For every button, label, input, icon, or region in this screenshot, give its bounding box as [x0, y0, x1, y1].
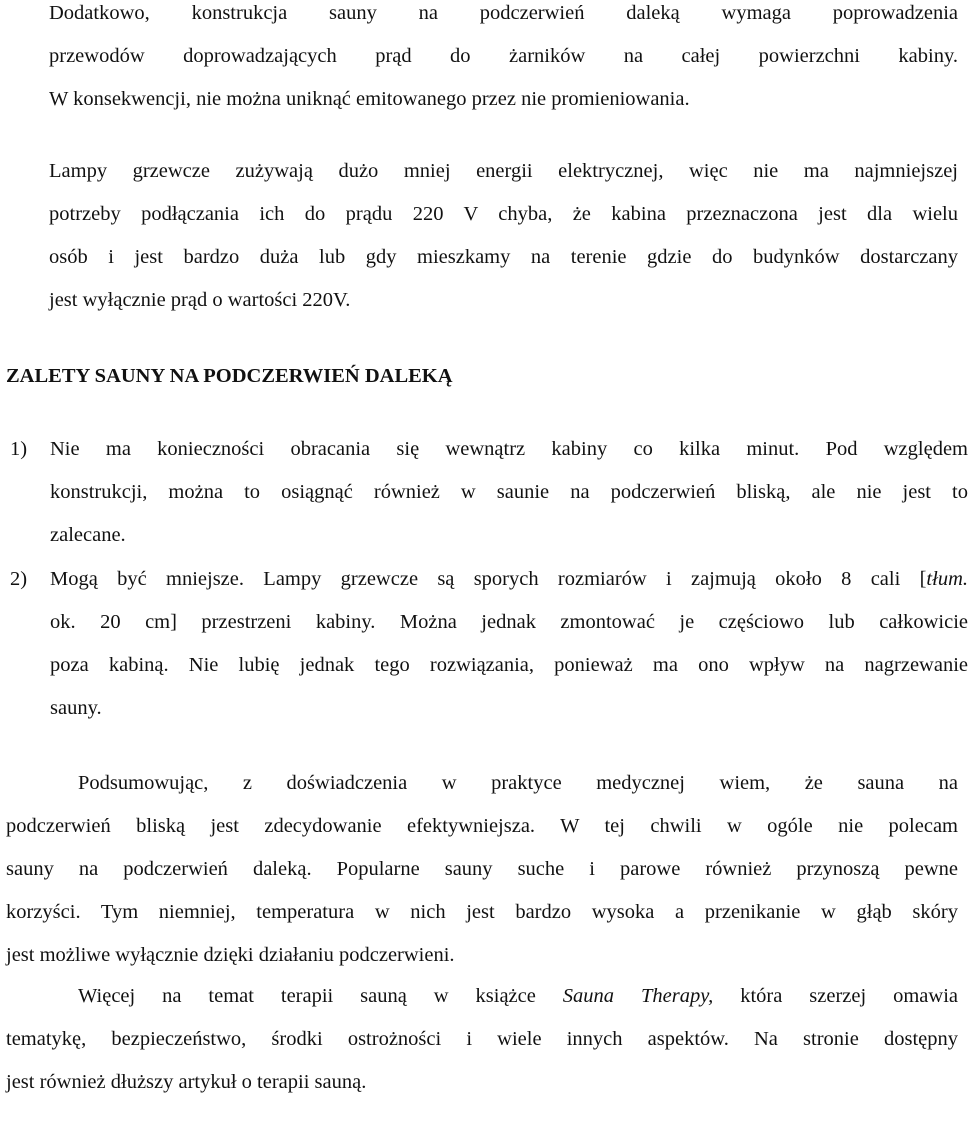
paragraph-line: Podsumowując, z doświadczenia w praktyce medycznej wiem, że sauna na	[78, 772, 958, 794]
list-number: 1)	[10, 438, 28, 460]
list-line: sauny.	[50, 697, 102, 719]
list-line: poza kabiną. Nie lubię jednak tego rozwiązania, ponieważ ma ono wpływ na nagrzewanie	[50, 654, 968, 676]
list-line: Nie ma konieczności obracania się wewnątrz kabiny co kilka minut. Pod względem	[50, 438, 968, 460]
list-item-text	[50, 428, 968, 557]
paragraph-line: jest możliwe wyłącznie dzięki działaniu podczerwieni.	[6, 944, 455, 966]
paragraph-line: potrzeby podłączania ich do prądu 220 V chyba, że kabina przeznaczona jest dla wielu	[49, 203, 958, 225]
list-item-2	[10, 558, 968, 730]
paragraph-2	[49, 150, 958, 322]
list-number: 2)	[10, 568, 28, 590]
list-line: ok. 20 cm] przestrzeni kabiny. Można jednak zmontować je częściowo lub całkowicie	[50, 611, 968, 633]
paragraph-3	[6, 762, 958, 977]
section-heading: ZALETY SAUNY NA PODCZERWIEŃ DALEKĄ	[6, 365, 453, 387]
list-line: konstrukcji, można to osiągnąć również w saunie na podczerwień bliską, ale nie jest to	[50, 481, 968, 503]
list-line	[50, 558, 968, 601]
paragraph-1	[49, 0, 958, 121]
paragraph-text: Więcej na temat terapii sauną w książce	[78, 985, 536, 1007]
list-line: zalecane.	[50, 524, 126, 546]
paragraph-4	[6, 975, 958, 1104]
paragraph-line: W konsekwencji, nie można uniknąć emitowanego przez nie promieniowania.	[49, 88, 690, 110]
paragraph-line	[6, 975, 958, 1018]
paragraph-line: podczerwień bliską jest zdecydowanie efektywniejsza. W tej chwili w ogóle nie polecam	[6, 815, 958, 837]
paragraph-line: sauny na podczerwień daleką. Popularne sauny suche i parowe również przynoszą pewne	[6, 858, 958, 880]
paragraph-line: tematykę, bezpieczeństwo, środki ostrożności i wiele innych aspektów. Na stronie dostępny	[6, 1028, 958, 1050]
paragraph-line: osób i jest bardzo duża lub gdy mieszkamy na terenie gdzie do budynków dostarczany	[49, 246, 958, 268]
paragraph-line: przewodów doprowadzających prąd do żarników na całej powierzchni kabiny.	[49, 45, 958, 67]
italic-abbreviation: tłum.	[926, 568, 968, 590]
paragraph-line: Lampy grzewcze zużywają dużo mniej energii elektrycznej, więc nie ma najmniejszej	[49, 160, 958, 182]
paragraph-line: jest wyłącznie prąd o wartości 220V.	[49, 289, 351, 311]
paragraph-text: która szerzej omawia	[740, 985, 959, 1007]
list-item-1	[10, 428, 968, 557]
paragraph-line: Dodatkowo, konstrukcja sauny na podczerwień daleką wymaga poprowadzenia	[49, 2, 958, 24]
paragraph-line: jest również dłuższy artykuł o terapii sauną.	[6, 1071, 367, 1093]
book-title: Sauna Therapy,	[562, 985, 714, 1007]
list-item-text	[50, 558, 968, 730]
list-line-text: Mogą być mniejsze. Lampy grzewcze są sporych rozmiarów i zajmują około 8 cali [	[50, 568, 927, 590]
paragraph-line: korzyści. Tym niemniej, temperatura w nich jest bardzo wysoka a przenikanie w głąb skóry	[6, 901, 958, 923]
